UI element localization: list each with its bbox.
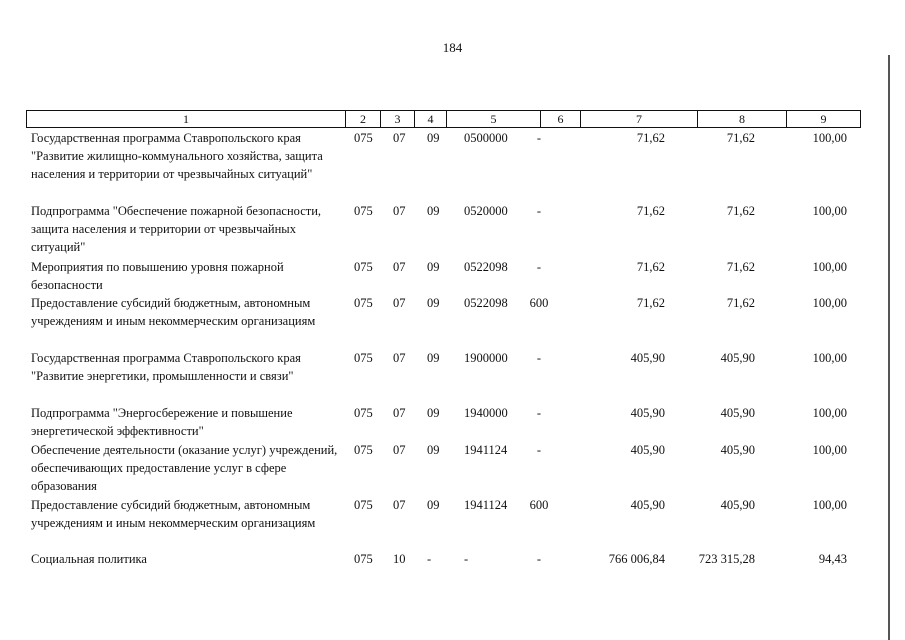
page-number: 184 (442, 40, 463, 55)
row-expense-type: - (536, 260, 542, 274)
header-col-7: 7 (581, 111, 698, 127)
row-subsection: 09 (427, 406, 440, 420)
header-col-6: 6 (541, 111, 581, 127)
row-expense-type: - (536, 552, 542, 566)
row-percent: 100,00 (812, 296, 847, 310)
row-actual-amount: 71,62 (726, 296, 755, 310)
row-ved: 075 (354, 443, 373, 457)
column-number-header (26, 110, 861, 128)
row-expense-type: 600 (529, 498, 549, 512)
row-actual-amount: 723 315,28 (698, 552, 755, 566)
row-plan-amount: 71,62 (636, 296, 665, 310)
row-expense-type: - (536, 406, 542, 420)
row-section: 07 (393, 351, 406, 365)
row-subsection: 09 (427, 351, 440, 365)
row-subsection: 09 (427, 260, 440, 274)
row-target-article: 1940000 (464, 406, 508, 420)
row-target-article: 1941124 (464, 443, 508, 457)
row-ved: 075 (354, 552, 373, 566)
row-actual-amount: 405,90 (720, 351, 755, 365)
row-percent: 100,00 (812, 406, 847, 420)
row-ved: 075 (354, 351, 373, 365)
row-section: 07 (393, 498, 406, 512)
row-section: 10 (393, 552, 406, 566)
row-ved: 075 (354, 260, 373, 274)
header-col-8: 8 (698, 111, 787, 127)
row-section: 07 (393, 443, 406, 457)
row-percent: 100,00 (812, 351, 847, 365)
row-expense-type: - (536, 204, 542, 218)
row-section: 07 (393, 131, 406, 145)
row-ved: 075 (354, 498, 373, 512)
row-actual-amount: 405,90 (720, 443, 755, 457)
row-section: 07 (393, 204, 406, 218)
row-expense-type: - (536, 351, 542, 365)
header-col-1: 1 (27, 111, 346, 127)
row-percent: 100,00 (812, 260, 847, 274)
row-percent: 100,00 (812, 204, 847, 218)
row-name: Социальная политика (31, 552, 147, 566)
row-actual-amount: 71,62 (726, 260, 755, 274)
row-section: 07 (393, 406, 406, 420)
row-target-article: 1941124 (464, 498, 508, 512)
row-target-article: 0522098 (464, 296, 508, 310)
header-col-4: 4 (415, 111, 447, 127)
row-subsection: 09 (427, 498, 440, 512)
row-actual-amount: 71,62 (726, 131, 755, 145)
header-col-9: 9 (820, 112, 827, 126)
row-plan-amount: 405,90 (630, 406, 665, 420)
row-name: Государственная программа Ставропольского края "Развитие энергетики, промышленности и связи" (31, 351, 301, 383)
row-plan-amount: 405,90 (630, 351, 665, 365)
row-name: Государственная программа Ставропольского края "Развитие жилищно-коммунального хозяйства, защита населения и территории от чрезвычайных ситуаций" (31, 131, 323, 181)
header-col-2: 2 (346, 111, 381, 127)
row-expense-type: - (536, 131, 542, 145)
row-plan-amount: 405,90 (630, 498, 665, 512)
row-ved: 075 (354, 204, 373, 218)
row-plan-amount: 766 006,84 (608, 552, 665, 566)
row-percent: 94,43 (818, 552, 847, 566)
row-section: 07 (393, 260, 406, 274)
row-subsection: 09 (427, 443, 440, 457)
row-ved: 075 (354, 296, 373, 310)
row-plan-amount: 71,62 (636, 260, 665, 274)
row-actual-amount: 405,90 (720, 406, 755, 420)
row-target-article: 0500000 (464, 131, 508, 145)
row-expense-type: 600 (529, 296, 549, 310)
row-name: Предоставление субсидий бюджетным, автономным учреждениям и иным некоммерческим организациям (31, 498, 316, 530)
row-ved: 075 (354, 406, 373, 420)
row-subsection: 09 (427, 204, 440, 218)
row-name: Подпрограмма "Обеспечение пожарной безопасности, защита населения и территории от чрезвычайных ситуаций" (31, 204, 322, 254)
row-name: Предоставление субсидий бюджетным, автономным учреждениям и иным некоммерческим организациям (31, 296, 316, 328)
row-plan-amount: 71,62 (636, 131, 665, 145)
row-target-article: 1900000 (464, 351, 508, 365)
row-plan-amount: 405,90 (630, 443, 665, 457)
row-target-article: 0520000 (464, 204, 508, 218)
row-name: Подпрограмма "Энергосбережение и повышение энергетической эффективности" (31, 406, 293, 438)
header-col-5: 5 (447, 111, 541, 127)
row-name: Обеспечение деятельности (оказание услуг) учреждений, обеспечивающих предоставление услуг в сфере образования (31, 443, 338, 493)
row-actual-amount: 71,62 (726, 204, 755, 218)
page-edge-line (888, 55, 890, 640)
row-expense-type: - (536, 443, 542, 457)
row-target-article: - (464, 552, 469, 566)
row-name: Мероприятия по повышению уровня пожарной безопасности (31, 260, 284, 292)
row-ved: 075 (354, 131, 373, 145)
header-col-3: 3 (381, 111, 415, 127)
row-percent: 100,00 (812, 443, 847, 457)
row-target-article: 0522098 (464, 260, 508, 274)
row-actual-amount: 405,90 (720, 498, 755, 512)
row-plan-amount: 71,62 (636, 204, 665, 218)
row-section: 07 (393, 296, 406, 310)
row-percent: 100,00 (812, 498, 847, 512)
row-subsection: - (427, 552, 432, 566)
row-subsection: 09 (427, 131, 440, 145)
row-subsection: 09 (427, 296, 440, 310)
row-percent: 100,00 (812, 131, 847, 145)
